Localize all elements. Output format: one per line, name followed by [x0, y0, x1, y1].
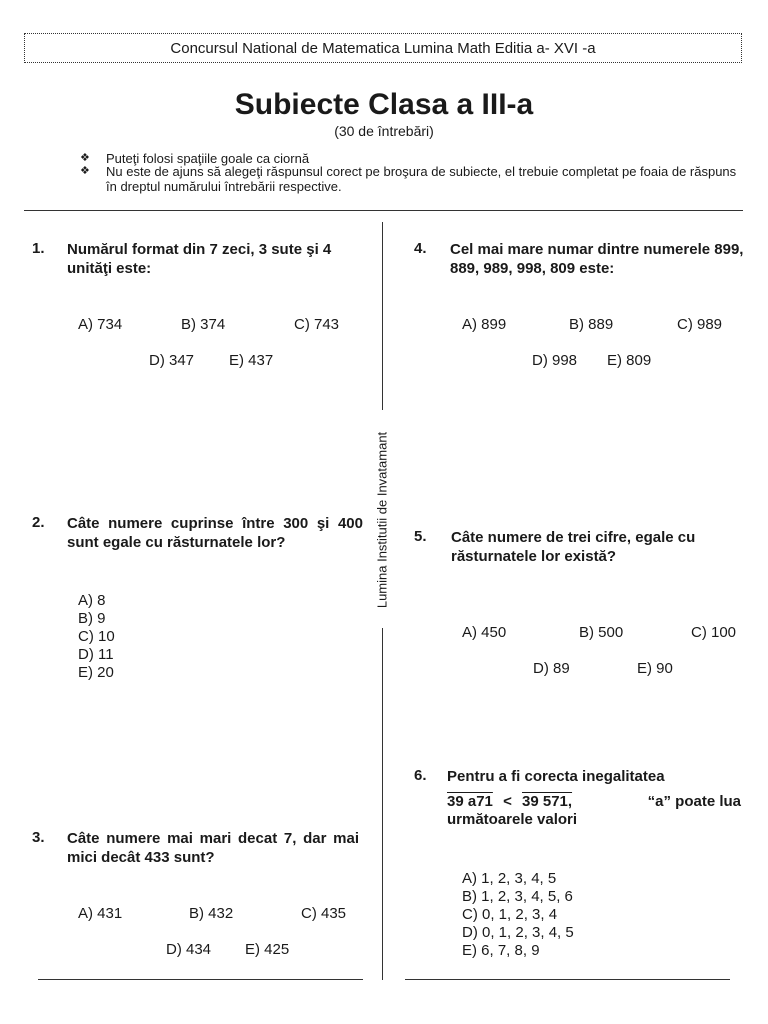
question-6-option-b: B) 1, 2, 3, 4, 5, 6: [462, 888, 573, 905]
question-3-option-b: B) 432: [189, 905, 234, 922]
question-5-text: Câte numere de trei cifre, egale cu răsturnatele lor există?: [451, 529, 696, 565]
question-2-option-a: A) 8: [78, 592, 106, 609]
question-4-option-d: D) 998: [532, 352, 578, 369]
diamond-bullet-icon: ❖: [80, 165, 90, 177]
question-4-number: 4.: [414, 240, 427, 257]
question-1-option-e: E) 437: [229, 352, 274, 369]
top-divider: [24, 210, 743, 211]
question-6-option-d: D) 0, 1, 2, 3, 4, 5: [462, 924, 574, 941]
question-3-option-d: D) 434: [166, 941, 212, 958]
question-5-option-a: A) 450: [462, 624, 507, 641]
question-6-option-a: A) 1, 2, 3, 4, 5: [462, 870, 557, 887]
question-6-option-e: E) 6, 7, 8, 9: [462, 942, 540, 959]
contest-title: Concursul National de Matematica Lumina Math Editia a- XVI -a: [170, 39, 596, 57]
question-1-option-c: C) 743: [294, 316, 340, 333]
question-6-number: 6.: [414, 767, 427, 784]
question-3-number: 3.: [32, 829, 45, 846]
question-1-text: Numărul format din 7 zeci, 3 sute şi 4 unităţi este:: [67, 241, 332, 277]
question-2-text: Câte numere cuprinse între 300 şi 400 sunt egale cu răsturnatele lor?: [67, 515, 363, 551]
question-2-option-b: B) 9: [78, 610, 106, 627]
question-2-option-d: D) 11: [78, 646, 114, 663]
question-5-option-d: D) 89: [533, 660, 570, 677]
instruction-1: ❖ Puteţi folosi spaţiile goale ca ciornă: [80, 151, 310, 166]
question-4-option-a: A) 899: [462, 316, 507, 333]
question-1-option-a: A) 734: [78, 316, 123, 333]
question-6-text-2: următoarele valori: [447, 811, 578, 828]
question-2-option-e: E) 20: [78, 664, 114, 681]
side-label: Lumina Institutii de Invatamant: [374, 431, 390, 609]
question-5-option-b: B) 500: [579, 624, 624, 641]
question-4-option-b: B) 889: [569, 316, 614, 333]
question-6-option-c: C) 0, 1, 2, 3, 4: [462, 906, 558, 923]
question-5-option-c: C) 100: [691, 624, 737, 641]
question-1-number: 1.: [32, 240, 45, 257]
question-3-option-e: E) 425: [245, 941, 290, 958]
question-3-option-a: A) 431: [78, 905, 123, 922]
page-title: Subiecte Clasa a III-a: [234, 88, 534, 121]
instruction-2: ❖ Nu este de ajuns să alegeţi răspunsul corect pe broşura de subiecte, el trebuie completat pe foaia de răspuns în dreptul numărului întrebării respective.: [80, 164, 737, 194]
question-4-option-e: E) 809: [607, 352, 652, 369]
inequality-tail: “a” poate lua: [647, 793, 741, 810]
question-1-option-b: B) 374: [181, 316, 226, 333]
page-subtitle: (30 de întrebări): [334, 123, 434, 139]
question-3-text: Câte numere mai mari decat 7, dar mai mici decât 433 sunt?: [67, 830, 359, 866]
question-1-option-d: D) 347: [149, 352, 195, 369]
question-2-number: 2.: [32, 514, 45, 531]
contest-header: [24, 33, 742, 63]
center-divider-bottom: [382, 628, 383, 980]
question-6-text: Pentru a fi corecta inegalitatea: [447, 768, 665, 785]
inequality-operator: <: [503, 793, 512, 810]
inequality-left: 39 a71: [447, 793, 493, 810]
bottom-divider-right: [405, 979, 730, 980]
inequality-right: 39 571,: [522, 793, 573, 810]
bottom-divider-left: [38, 979, 363, 980]
question-3-option-c: C) 435: [301, 905, 347, 922]
question-5-number: 5.: [414, 528, 427, 545]
question-4-text: Cel mai mare numar dintre numerele 899, 889, 989, 998, 809 este:: [450, 241, 744, 277]
center-divider-top: [382, 222, 383, 410]
diamond-bullet-icon: ❖: [80, 152, 90, 164]
question-4-option-c: C) 989: [677, 316, 723, 333]
question-6-inequality: [447, 792, 741, 811]
question-5-option-e: E) 90: [637, 660, 673, 677]
question-2-option-c: C) 10: [78, 628, 115, 645]
